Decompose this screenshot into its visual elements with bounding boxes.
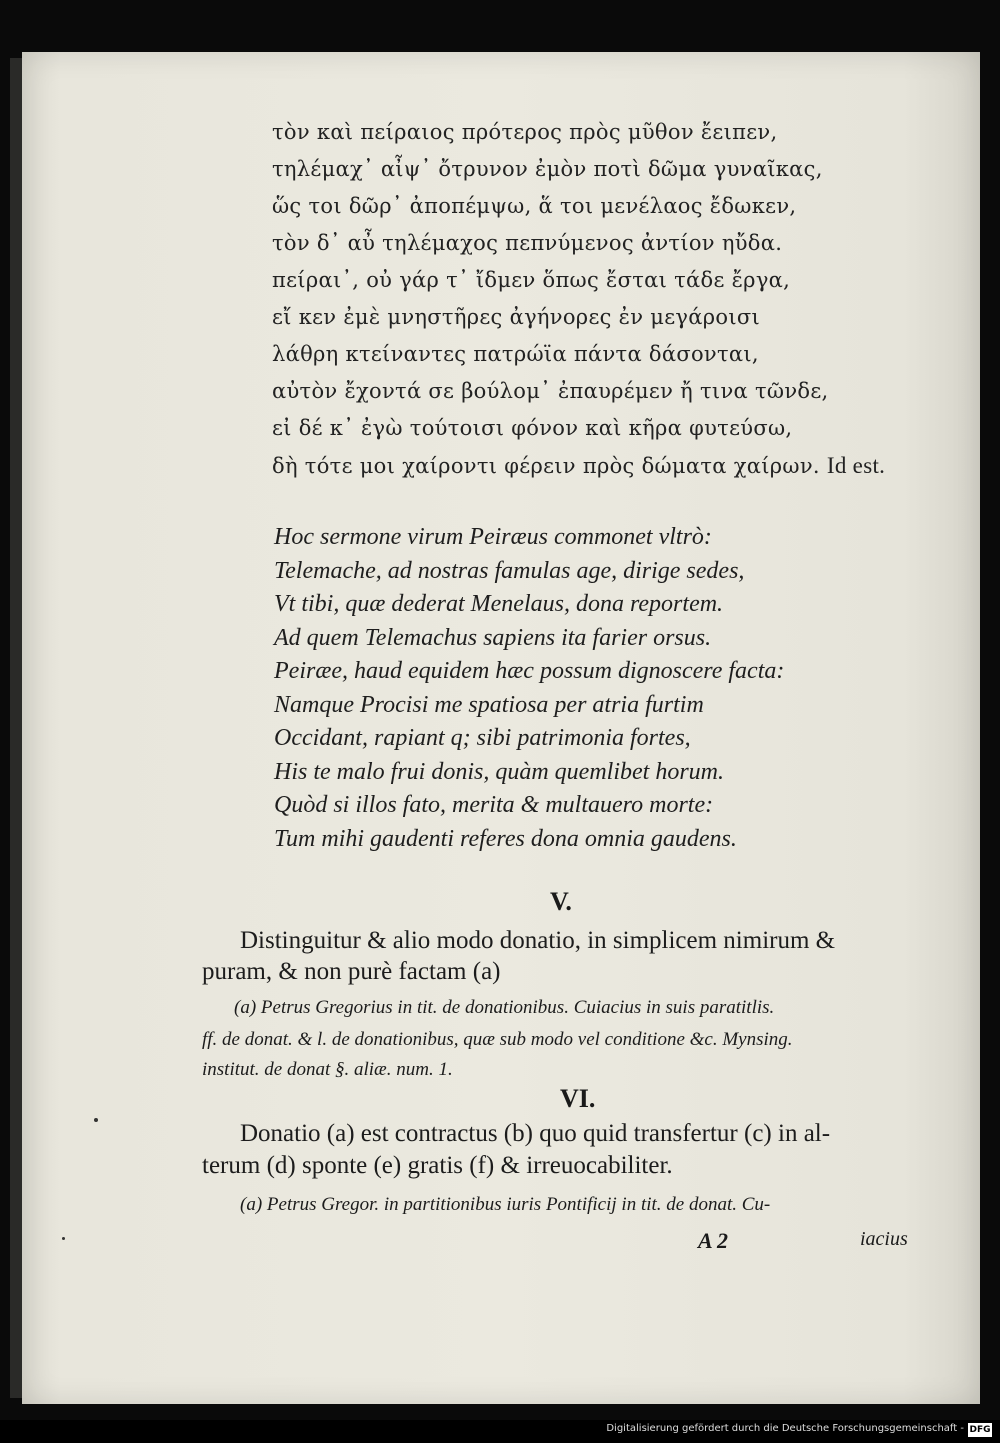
latin-line: Quòd si illos fato, merita & multauero morte: (274, 792, 714, 818)
latin-line: Hoc sermone virum Peiræus commonet vltrò: (274, 524, 712, 550)
latin-line: Namque Procisi me spatiosa per atria furtim (274, 691, 704, 718)
greek-line: τηλέμαχ᾽ αἶψ᾽ ὄτρυνον ἐμὸν ποτὶ δῶμα γυναῖκας, (272, 157, 823, 181)
section-v-footnote: ff. de donat. & l. de donationibus, quæ sub modo vel conditione &c. Mynsing. (202, 1029, 793, 1050)
greek-line (272, 453, 912, 490)
catchword: iacius (860, 1228, 908, 1250)
dfg-logo: DFG (969, 1425, 991, 1435)
funding-credit: Digitalisierung gefördert durch die Deutsche Forschungsgemeinschaft - (606, 1423, 964, 1434)
section-v-footnote: (a) Petrus Gregorius in tit. de donationibus. Cuiacius in suis paratitlis. (234, 997, 775, 1018)
greek-line: λάθρη κτείναντες πατρώϊα πάντα δάσονται, (272, 342, 759, 366)
section-vi-footnote: (a) Petrus Gregor. in partitionibus iuris Pontificij in tit. de donat. Cu- (240, 1194, 771, 1215)
latin-line: His te malo frui donis, quàm quemlibet horum. (274, 758, 724, 785)
ink-speck (94, 1118, 98, 1122)
latin-line: Occidant, rapiant q; sibi patrimonia fortes, (274, 725, 691, 751)
signature-mark: A 2 (698, 1228, 728, 1253)
greek-line: πείραι᾽, οὐ γάρ τ᾽ ἴδμεν ὅπως ἔσται τάδε ἔργα, (272, 268, 791, 292)
greek-line-text: δὴ τότε μοι χαίροντι φέρειν πρὸς δώματα χαίρων. (272, 454, 820, 478)
section-vi-text: terum (d) sponte (e) gratis (f) & irreuocabiliter. (202, 1152, 673, 1179)
greek-line: τὸν δ᾽ αὖ τηλέμαχος πεπνύμενος ἀντίον ηὔδα. (272, 231, 783, 255)
greek-line: τὸν καὶ πείραιος πρότερος πρὸς μῦθον ἔειπεν, (272, 120, 778, 144)
section-v-text: Distinguitur & alio modo donatio, in simplicem nimirum & (240, 927, 836, 954)
section-heading-v: V. (550, 887, 572, 916)
section-v-text: puram, & non purè factam (a) (202, 958, 501, 985)
latin-line: Ad quem Telemachus sapiens ita farier orsus. (274, 624, 712, 651)
page-edge (10, 58, 22, 1398)
ink-speck (62, 1237, 65, 1240)
latin-verse-block (274, 524, 914, 859)
greek-verse-block (272, 120, 912, 490)
id-est-label: Id est. (826, 453, 886, 478)
section-v-footnote: institut. de donat §. aliæ. num. 1. (202, 1059, 453, 1080)
latin-line: Telemache, ad nostras famulas age, dirige sedes, (274, 557, 745, 584)
footer-bar (0, 1420, 1000, 1443)
section-heading-vi: VI. (560, 1084, 596, 1113)
latin-line: Tum mihi gaudenti referes dona omnia gaudens. (274, 825, 737, 852)
book-page (22, 52, 980, 1404)
latin-line: Peiræe, haud equidem hæc possum dignoscere facta: (274, 658, 785, 684)
greek-line: αὐτὸν ἔχοντά σε βούλομ᾽ ἐπαυρέμεν ἤ τινα τῶνδε, (272, 379, 829, 403)
section-vi-text: Donatio (a) est contractus (b) quo quid transfertur (c) in al- (240, 1120, 831, 1147)
greek-line: εἴ κεν ἐμὲ μνηστῆρες ἀγήνορες ἐν μεγάροισι (272, 305, 761, 329)
greek-line: εἰ δέ κ᾽ ἐγὼ τούτοισι φόνον καὶ κῆρα φυτεύσω, (272, 416, 793, 440)
latin-line: Vt tibi, quæ dederat Menelaus, dona reportem. (274, 591, 724, 617)
greek-line: ὥς τοι δῶρ᾽ ἀποπέμψω, ἅ τοι μενέλαος ἔδωκεν, (272, 194, 797, 218)
